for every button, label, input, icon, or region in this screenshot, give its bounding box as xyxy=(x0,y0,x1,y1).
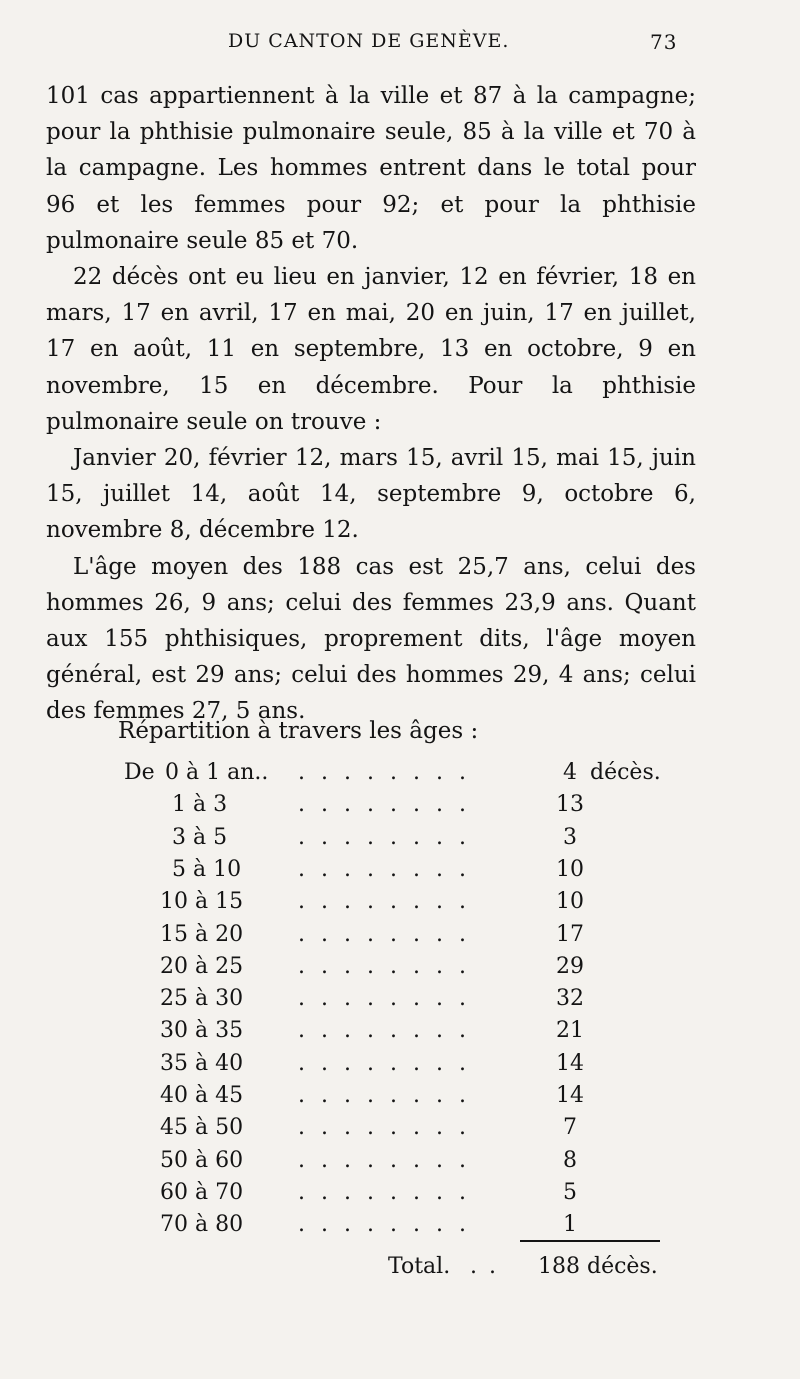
paragraph: 101 cas appartiennent à la ville et 87 à la campagne; pour la phthisie pulmonaire seule, 85 à la ville et 70 à la campagne. Les hommes entrent dans le total pour 96 et les femmes pour 92; et pour la phthisie pulmonaire seule 85 et 70. xyxy=(46,83,696,254)
age-row xyxy=(0,950,800,984)
age-row xyxy=(0,1014,800,1048)
paragraph: Janvier 20, février 12, mars 15, avril 15, mai 15, juin 15, juillet 14, août 14, septembre 9, octobre 6, novembre 8, décembre 12. xyxy=(46,445,696,544)
death-count: 3 xyxy=(563,824,577,850)
paragraph: L'âge moyen des 188 cas est 25,7 ans, celui des hommes 26, 9 ans; celui des femmes 23,9 ans. Quant aux 155 phthisiques, proprement dits, l'âge moyen général, est 29 ans; celui des hommes 29, 4 ans; celui des femmes 27, 5 ans. xyxy=(46,553,696,725)
death-count: 4 xyxy=(563,760,577,785)
death-count: 5 xyxy=(563,1179,577,1205)
age-range: 15 à 20 xyxy=(160,921,244,947)
age-row xyxy=(0,1176,800,1210)
total-row xyxy=(0,1250,800,1284)
death-count: 7 xyxy=(563,1115,577,1141)
age-row xyxy=(0,1208,800,1242)
death-count: 21 xyxy=(556,1018,584,1044)
age-row xyxy=(0,853,800,887)
page-number: 73 xyxy=(650,30,678,54)
age-row xyxy=(0,756,800,790)
count-unit: décès. xyxy=(590,760,661,785)
leader-dots: ........ xyxy=(298,953,482,979)
age-range: 70 à 80 xyxy=(160,1212,244,1238)
leader-dots: ........ xyxy=(298,1050,482,1076)
row-prefix: De xyxy=(124,760,155,785)
death-count: 13 xyxy=(556,792,584,818)
age-range: 35 à 40 xyxy=(160,1050,244,1076)
death-count: 8 xyxy=(563,1147,577,1173)
age-row xyxy=(0,1144,800,1178)
running-title: DU CANTON DE GENÈVE. xyxy=(228,30,510,52)
age-range: 10 à 15 xyxy=(160,889,244,915)
age-row xyxy=(0,982,800,1016)
age-row xyxy=(0,885,800,919)
leader-dots: ........ xyxy=(298,1212,482,1238)
leader-dots: ........ xyxy=(298,986,482,1012)
age-range: 3 à 5 xyxy=(172,824,228,850)
leader-dots: ........ xyxy=(298,921,482,947)
leader-dots: ........ xyxy=(298,792,482,818)
death-count: 14 xyxy=(556,1083,584,1108)
total-value: 188 décès. xyxy=(538,1254,658,1279)
age-range: 40 à 45 xyxy=(160,1083,244,1108)
leader-dots: ........ xyxy=(298,1179,482,1205)
age-range: 20 à 25 xyxy=(160,953,244,979)
total-leader-dots: .. xyxy=(470,1254,508,1279)
age-range: 45 à 50 xyxy=(160,1115,244,1141)
body-text xyxy=(46,78,696,730)
age-row xyxy=(0,821,800,855)
death-count: 10 xyxy=(556,856,584,882)
death-count: 14 xyxy=(556,1050,584,1076)
age-range: 1 à 3 xyxy=(172,792,228,818)
death-count: 32 xyxy=(556,986,584,1012)
leader-dots: ........ xyxy=(298,856,482,882)
total-rule xyxy=(520,1240,660,1242)
age-range: 60 à 70 xyxy=(160,1179,244,1205)
leader-dots: ........ xyxy=(298,760,482,785)
age-row xyxy=(0,1079,800,1113)
death-count: 1 xyxy=(563,1212,577,1238)
death-count: 17 xyxy=(556,921,584,947)
death-count: 29 xyxy=(556,953,584,979)
leader-dots: ........ xyxy=(298,1147,482,1173)
age-row xyxy=(0,918,800,952)
age-range: 50 à 60 xyxy=(160,1147,244,1173)
leader-dots: ........ xyxy=(298,1018,482,1044)
death-count: 10 xyxy=(556,889,584,915)
age-row xyxy=(0,1111,800,1145)
age-row xyxy=(0,788,800,822)
distribution-heading: Répartition à travers les âges : xyxy=(118,718,479,744)
paragraph: 22 décès ont eu lieu en janvier, 12 en février, 18 en mars, 17 en avril, 17 en mai, 20 en juin, 17 en juillet, 17 en août, 11 en septembre, 13 en octobre, 9 en novembre, 15 en décembre. Pour la phthisie pulmonaire seule on trouve : xyxy=(46,264,696,435)
leader-dots: ........ xyxy=(298,824,482,850)
total-label: Total. xyxy=(388,1254,451,1279)
leader-dots: ........ xyxy=(298,1115,482,1141)
age-range: 5 à 10 xyxy=(172,856,242,882)
age-range: 25 à 30 xyxy=(160,986,244,1012)
leader-dots: ........ xyxy=(298,889,482,915)
age-range: 0 à 1 an.. xyxy=(165,760,269,785)
leader-dots: ........ xyxy=(298,1083,482,1108)
age-row xyxy=(0,1047,800,1081)
age-range: 30 à 35 xyxy=(160,1018,244,1044)
page-header xyxy=(0,30,800,60)
